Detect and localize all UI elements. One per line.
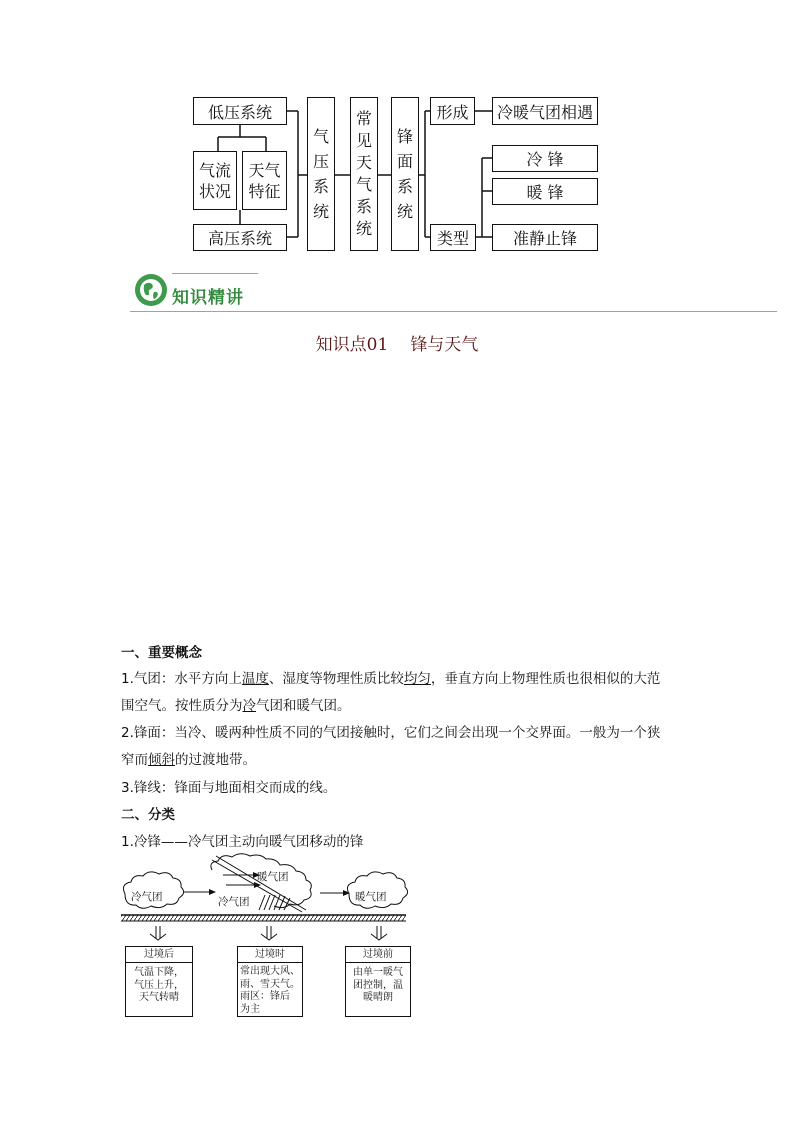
- pressure-system-char-4: 统: [312, 202, 329, 221]
- pressure-system-char-1: 气: [312, 127, 329, 146]
- during-passage-box: [237, 946, 303, 1017]
- left-cloud-label: 冷气团: [131, 891, 163, 903]
- during-line-1: 常出现大风、: [240, 966, 300, 977]
- common-weather-char-6: 统: [355, 219, 372, 238]
- formation-label: 形成: [436, 102, 469, 122]
- stationary-front-label: 准静止锋: [512, 229, 577, 248]
- front-system-char-2: 面: [396, 152, 413, 171]
- front-system-char-3: 系: [396, 177, 413, 196]
- before-line-1: 由单一暖气: [353, 967, 403, 978]
- airflow-line-1: 气流: [198, 160, 231, 180]
- after-line-3: 天气转晴: [139, 992, 179, 1003]
- before-passage-box: [345, 946, 411, 1017]
- paragraph-front-surface-cont: 窄而倾斜的过渡地带。: [121, 752, 256, 768]
- during-line-2: 雨、雪天气。: [240, 978, 300, 990]
- paragraph-air-mass: 1.气团：水平方向上温度、湿度等物理性质比较均匀，垂直方向上物理性质也很相似的大范: [121, 671, 661, 687]
- airflow-line-2: 状况: [198, 181, 231, 201]
- paragraph-front-line: 3.锋线：锋面与地面相交而成的线。: [121, 780, 337, 796]
- front-system-char-1: 锋: [396, 127, 413, 146]
- after-passage-box: [125, 946, 193, 1017]
- low-pressure-system-label: 低压系统: [207, 102, 272, 122]
- warm-front-label: 暖 锋: [526, 183, 564, 202]
- high-pressure-system-label: 高压系统: [207, 229, 272, 248]
- before-line-3: 暖晴朗: [363, 992, 393, 1003]
- cold-front-label: 冷 锋: [526, 150, 564, 169]
- weather-feature-line-2: 特征: [248, 181, 281, 201]
- common-weather-char-4: 气: [355, 175, 372, 194]
- after-line-1: 气温下降，: [134, 967, 184, 978]
- after-passage-title: 过境后: [126, 947, 192, 963]
- paragraph-air-mass-cont: 围空气。按性质分为冷气团和暖气团。: [121, 698, 351, 714]
- common-weather-char-2: 见: [355, 131, 372, 150]
- types-label: 类型: [436, 229, 469, 248]
- during-line-3: 雨区：锋后: [240, 991, 290, 1002]
- kp-title-text: 锋与天气: [410, 335, 479, 355]
- heading-key-concepts: 一、重要概念: [121, 645, 202, 661]
- before-line-2: 团控制，温: [353, 979, 403, 991]
- cold-mass-label: 冷气团: [218, 896, 250, 908]
- paragraph-cold-front: 1.冷锋——冷气团主动向暖气团移动的锋: [121, 834, 364, 850]
- after-line-2: 气压上升，: [134, 979, 184, 991]
- before-passage-title: 过境前: [346, 947, 410, 963]
- weather-feature-line-1: 天气: [248, 160, 281, 180]
- warm-mass-label: 暖气团: [257, 871, 289, 883]
- pressure-system-char-2: 压: [312, 152, 329, 171]
- front-system-char-4: 统: [396, 202, 413, 221]
- common-weather-char-5: 系: [355, 197, 372, 216]
- during-line-4: 为主: [240, 1003, 260, 1015]
- paragraph-front-surface: 2.锋面：当冷、暖两种性质不同的气团接触时，它们之间会出现一个交界面。一般为一个狭: [121, 725, 661, 741]
- heading-classification: 二、分类: [121, 807, 175, 823]
- section-heading: 知识精讲: [172, 288, 244, 308]
- common-weather-char-1: 常: [355, 109, 372, 128]
- right-cloud-label: 暖气团: [355, 891, 387, 903]
- kp-number: 知识点01: [315, 335, 389, 355]
- common-weather-char-3: 天: [355, 153, 372, 172]
- cold-warm-meet-label: 冷暖气团相遇: [496, 102, 593, 122]
- pressure-system-char-3: 系: [312, 177, 329, 196]
- during-passage-title: 过境时: [238, 947, 302, 963]
